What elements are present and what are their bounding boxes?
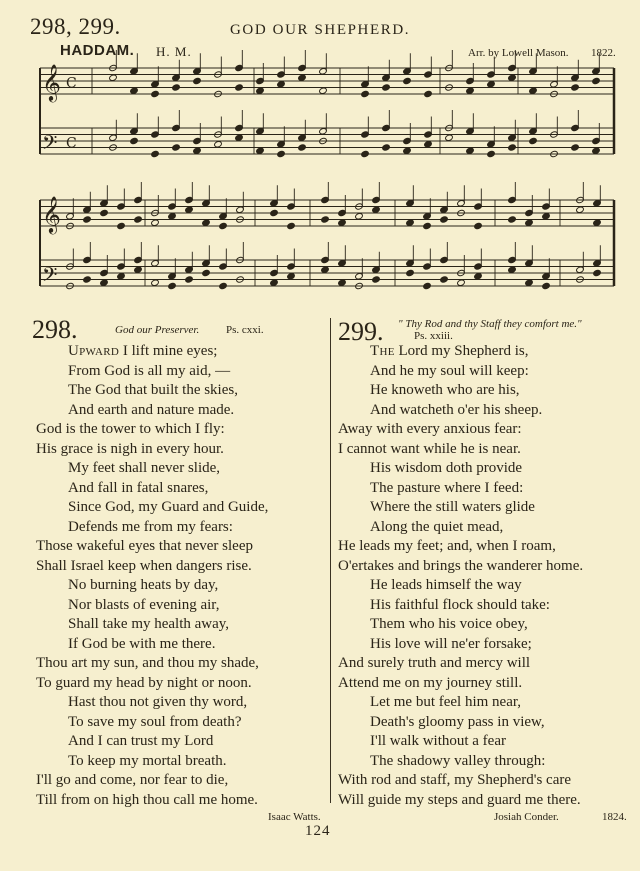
verse-line-text: Shall Israel keep when dangers rise.: [36, 557, 252, 574]
verse-line-text: From God is all my aid, —: [68, 362, 231, 379]
note-head-icon: [466, 147, 475, 154]
verse-line: [36, 674, 268, 694]
note-head-icon: [287, 273, 296, 280]
verse-line: [338, 635, 583, 655]
note-head-icon: [256, 87, 265, 94]
verse-line: [338, 771, 583, 791]
verse-line-text: O'ertakes and brings the wanderer home.: [338, 557, 584, 574]
note-head-icon: [542, 213, 551, 220]
note-head-icon: [423, 222, 432, 229]
note-head-icon: [168, 282, 177, 289]
note-head-icon: [424, 90, 433, 97]
hymn-numbers: 298, 299.: [30, 14, 121, 39]
verse-line-text: Since God, my Guard and Guide,: [68, 499, 269, 515]
note-head-icon: [151, 90, 160, 97]
verse-line-text: Attend me on my journey still.: [338, 674, 523, 691]
note-head-icon: [298, 144, 307, 151]
note-head-icon: [151, 279, 160, 286]
column-divider: [330, 318, 331, 803]
bass-clef-icon: 𝄢: [42, 263, 58, 291]
verse-line: [338, 479, 583, 499]
verse-line-text: Along the quiet mead,: [370, 518, 504, 535]
verse-line: [36, 459, 268, 479]
verse-line-text: He leads himself the way: [370, 577, 522, 593]
verse-line-text: No burning heats by day,: [68, 577, 219, 593]
note-head-icon: [151, 219, 160, 226]
note-head-icon: [338, 279, 347, 286]
note-head-icon: [270, 209, 279, 216]
hymn-298-number: 298.: [32, 315, 78, 344]
verse-line-text: With rod and staff, my Shepherd's care: [338, 772, 572, 788]
verse-line: [36, 771, 268, 791]
verse-line: [36, 596, 268, 616]
hymn-298-psalm: Ps. cxxi.: [226, 324, 264, 336]
note-head-icon: [277, 81, 286, 88]
bass-clef-icon: 𝄢: [42, 131, 58, 159]
arranger-year: 1822.: [591, 47, 616, 59]
verse-line-text: I'll walk without a fear: [370, 733, 506, 749]
verse-line: [36, 713, 268, 733]
note-head-icon: [576, 206, 585, 213]
verse-line-text: Shall take my health away,: [68, 616, 230, 632]
note-head-icon: [235, 84, 244, 91]
music-score: [0, 0, 640, 320]
note-head-icon: [185, 206, 194, 213]
note-head-icon: [193, 77, 202, 84]
note-head-icon: [270, 279, 279, 286]
note-head-icon: [508, 74, 517, 81]
hymn-298-author: Isaac Watts.: [268, 811, 321, 823]
verse-line: [36, 362, 268, 382]
note-head-icon: [406, 219, 415, 226]
note-head-icon: [529, 137, 538, 144]
verse-line: [36, 732, 268, 752]
note-head-icon: [168, 213, 177, 220]
note-head-icon: [338, 219, 347, 226]
verse-line: [36, 752, 268, 772]
note-head-icon: [321, 266, 330, 273]
verse-line-text: His faithful flock should take:: [370, 596, 550, 613]
verse-line: [338, 401, 583, 421]
note-head-icon: [151, 150, 160, 157]
verse-line: [338, 615, 583, 635]
note-head-icon: [100, 209, 109, 216]
verse-line-text: Death's gloomy pass in view,: [370, 713, 545, 730]
note-head-icon: [466, 87, 475, 94]
verse-line: [36, 537, 268, 557]
verse-line: [36, 615, 268, 635]
verse-line: [338, 674, 583, 694]
note-head-icon: [440, 276, 449, 283]
note-head-icon: [406, 269, 415, 276]
verse-line-text: And surely truth and mercy will: [338, 655, 531, 671]
note-head-icon: [83, 276, 92, 283]
verse-line-text: And earth and nature made.: [68, 401, 235, 418]
arranger-credit: Arr. by Lowell Mason.: [468, 47, 569, 59]
note-head-icon: [256, 147, 265, 154]
hymn-299-verses: [338, 342, 583, 810]
hymn-299-author-year: 1824.: [602, 811, 627, 823]
note-head-icon: [202, 219, 211, 226]
note-head-icon: [571, 144, 580, 151]
note-head-icon: [529, 87, 538, 94]
note-head-icon: [219, 282, 228, 289]
verse-line: [338, 381, 583, 401]
verse-line: [338, 537, 583, 557]
note-head-icon: [172, 144, 181, 151]
note-head-icon: [219, 222, 228, 229]
verse-line: [36, 498, 268, 518]
verse-line-text: To keep my mortal breath.: [68, 752, 227, 769]
note-head-icon: [487, 150, 496, 157]
verse-line: [36, 479, 268, 499]
first-word: Upward: [68, 343, 120, 359]
note-head-icon: [287, 222, 296, 229]
note-head-icon: [487, 81, 496, 88]
verse-line: [36, 576, 268, 596]
hymn-299-author: Josiah Conder.: [494, 811, 559, 823]
verse-line-text: To save my soul from death?: [68, 713, 242, 730]
note-head-icon: [321, 216, 330, 223]
verse-line: [338, 440, 583, 460]
verse-line-text: If God be with me there.: [68, 635, 216, 652]
verse-line: [338, 752, 583, 772]
note-head-icon: [134, 266, 143, 273]
time-signature-icon: C: [66, 135, 77, 152]
hymn-299-psalm: Ps. xxiii.: [414, 330, 453, 342]
verse-line-text: Thou art my sun, and thou my shade,: [36, 655, 259, 671]
page-number: 124: [305, 823, 331, 839]
note-head-icon: [319, 87, 328, 94]
verse-line-text: His love will ne'er forsake;: [370, 635, 532, 652]
verse-line-text: Hast thou not given thy word,: [68, 694, 248, 710]
verse-line-text: And I can trust my Lord: [68, 733, 214, 749]
verse-line: [36, 381, 268, 401]
first-word: The: [370, 343, 395, 359]
note-head-icon: [277, 150, 286, 157]
note-head-icon: [298, 74, 307, 81]
verse-line: [338, 732, 583, 752]
note-head-icon: [185, 276, 194, 283]
verse-line-text: To guard my head by night or noon.: [36, 674, 252, 691]
note-head-icon: [361, 90, 370, 97]
note-head-icon: [592, 147, 601, 154]
verse-line-text: He leads my feet; and, when I roam,: [338, 538, 556, 554]
note-head-icon: [100, 279, 109, 286]
note-head-icon: [117, 273, 126, 280]
verse-line: [338, 420, 583, 440]
hymn-299-number: 299.: [338, 317, 384, 346]
verse-line-text: Nor blasts of evening air,: [68, 596, 220, 613]
note-head-icon: [525, 219, 534, 226]
verse-line: [338, 557, 583, 577]
verse-line-text: Till from on high thou call me home.: [36, 791, 258, 808]
verse-line: [36, 654, 268, 674]
verse-line-text: Lord my Shepherd is,: [394, 343, 529, 359]
treble-clef-icon: 𝄞: [42, 195, 61, 233]
verse-line-text: Defends me from my fears:: [68, 518, 233, 535]
note-head-icon: [457, 279, 466, 286]
note-head-icon: [372, 276, 381, 283]
note-head-icon: [235, 134, 244, 141]
note-head-icon: [355, 213, 364, 220]
hymn-299-source-title: " Thy Rod and thy Staff they comfort me.": [398, 318, 582, 330]
verse-line: [338, 459, 583, 479]
verse-line: [338, 342, 583, 362]
note-head-icon: [214, 141, 223, 148]
verse-line: [36, 791, 268, 811]
verse-line: [36, 693, 268, 713]
note-head-icon: [83, 216, 92, 223]
verse-line-text: And fall in fatal snares,: [68, 479, 209, 496]
note-head-icon: [130, 87, 139, 94]
time-signature-icon: C: [66, 75, 77, 92]
note-head-icon: [424, 141, 433, 148]
note-head-icon: [508, 144, 517, 151]
note-head-icon: [440, 216, 449, 223]
note-head-icon: [445, 134, 454, 141]
note-head-icon: [474, 273, 483, 280]
verse-line-text: I'll go and come, nor fear to die,: [36, 772, 229, 788]
hymn-298-source-title: God our Preserver.: [115, 324, 200, 336]
verse-line-text: The shadowy valley through:: [370, 752, 546, 769]
verse-line: [36, 557, 268, 577]
verse-line-text: The God that built the skies,: [68, 382, 238, 398]
verse-line-text: Them who his voice obey,: [370, 616, 528, 632]
verse-line-text: His wisdom doth provide: [370, 460, 523, 476]
verse-line: [338, 713, 583, 733]
page-title: GOD OUR SHEPHERD.: [230, 22, 411, 38]
note-head-icon: [525, 279, 534, 286]
verse-line: [36, 635, 268, 655]
verse-line: [36, 518, 268, 538]
verse-line-text: Let me but feel him near,: [370, 694, 522, 710]
verse-line: [36, 420, 268, 440]
verse-line-text: My feet shall never slide,: [68, 460, 221, 476]
verse-line-text: Will guide my steps and guard me there.: [338, 791, 581, 808]
note-head-icon: [130, 137, 139, 144]
verse-line: [338, 362, 583, 382]
note-head-icon: [193, 147, 202, 154]
note-head-icon: [202, 269, 211, 276]
verse-line: [338, 576, 583, 596]
verse-line-text: I cannot want while he is near.: [338, 440, 521, 457]
note-head-icon: [508, 266, 517, 273]
verse-line-text: And he my soul will keep:: [370, 362, 529, 379]
note-head-icon: [361, 150, 370, 157]
note-head-icon: [423, 282, 432, 289]
note-head-icon: [508, 216, 517, 223]
verse-line: [338, 654, 583, 674]
note-head-icon: [172, 84, 181, 91]
hymn-298-verses: [36, 342, 268, 810]
note-head-icon: [134, 216, 143, 223]
verse-line: [338, 518, 583, 538]
note-head-icon: [571, 84, 580, 91]
verse-line-text: Where the still waters glide: [370, 499, 535, 515]
verse-line-text: His grace is nigh in every hour.: [36, 440, 224, 457]
verse-line-text: He knoweth who are his,: [370, 382, 520, 398]
note-head-icon: [474, 222, 483, 229]
verse-line: [36, 342, 268, 362]
verse-line-text: And watcheth o'er his sheep.: [370, 401, 543, 418]
note-head-icon: [382, 144, 391, 151]
verse-line: [36, 401, 268, 421]
note-head-icon: [542, 282, 551, 289]
verse-line-text: I lift mine eyes;: [119, 343, 218, 359]
tune-name: HADDAM.: [60, 42, 135, 59]
treble-clef-icon: 𝄞: [42, 63, 61, 101]
note-head-icon: [372, 206, 381, 213]
verse-line: [338, 791, 583, 811]
verse-line-text: God is the tower to which I fly:: [36, 421, 225, 437]
note-head-icon: [593, 219, 602, 226]
tune-meter: H. M.: [156, 44, 192, 59]
verse-line: [338, 498, 583, 518]
note-head-icon: [403, 77, 412, 84]
note-head-icon: [109, 74, 118, 81]
note-head-icon: [117, 222, 126, 229]
verse-line: [36, 440, 268, 460]
verse-line: [338, 596, 583, 616]
verse-line-text: The pasture where I feed:: [370, 479, 524, 496]
note-head-icon: [382, 84, 391, 91]
verse-line-text: Away with every anxious fear:: [338, 421, 522, 437]
note-head-icon: [593, 269, 602, 276]
note-head-icon: [403, 147, 412, 154]
verse-line-text: Those wakeful eyes that never sleep: [36, 538, 253, 554]
verse-line: [338, 693, 583, 713]
note-head-icon: [592, 77, 601, 84]
